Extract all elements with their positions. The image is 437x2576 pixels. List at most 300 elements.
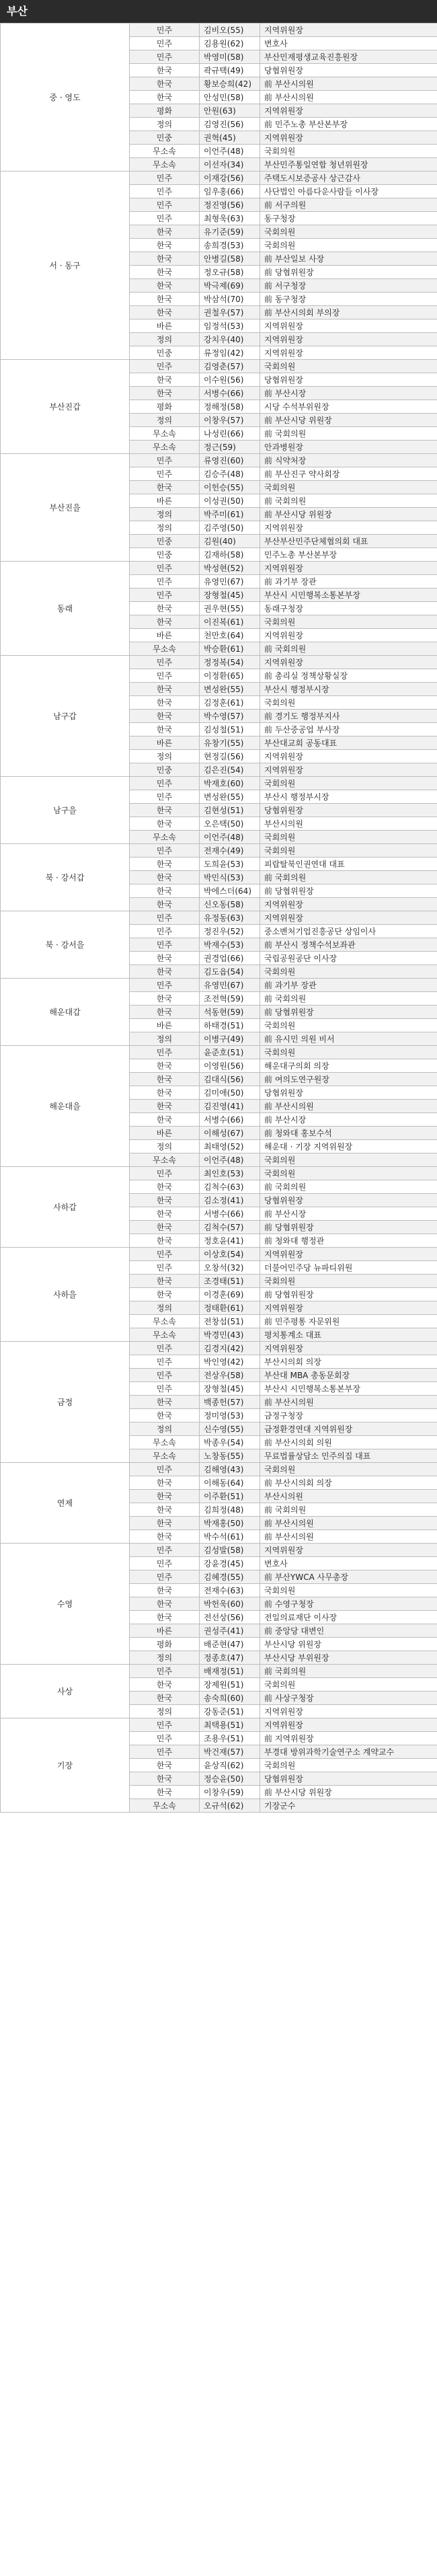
candidate-name-cell: 이창우(59) [200,1786,260,1799]
party-cell: 무소속 [130,1153,200,1167]
party-cell: 한국 [130,1584,200,1597]
candidate-name-cell: 박승환(61) [200,642,260,656]
career-cell: 당협위원장 [260,1194,437,1207]
party-cell: 민주 [130,1046,200,1059]
candidate-name-cell: 정승윤(50) [200,1772,260,1786]
candidate-name-cell: 이창우(57) [200,414,260,427]
candidate-name-cell: 조전혁(59) [200,992,260,1006]
party-cell: 정의 [130,508,200,521]
candidate-name-cell: 변성완(55) [200,683,260,696]
party-cell: 민주 [130,1369,200,1382]
career-cell: 지역위원장 [260,1544,437,1557]
party-cell: 한국 [130,1678,200,1692]
career-cell: 前 부산시당 위원장 [260,1786,437,1799]
district-name: 남구갑 [1,656,130,777]
career-cell: 前 식약처장 [260,454,437,467]
candidate-name-cell: 김성철(51) [200,723,260,736]
career-cell: 前 지역위원장 [260,1732,437,1745]
career-cell: 前 부산YWCA 사무총장 [260,1570,437,1584]
party-cell: 한국 [130,1275,200,1288]
candidate-name-cell: 장제원(51) [200,1678,260,1692]
party-cell: 한국 [130,884,200,898]
candidate-name-cell: 송숙희(60) [200,1692,260,1705]
career-cell: 무료법률상담소 민주의집 대표 [260,1449,437,1463]
career-cell: 변호사 [260,1557,437,1570]
party-cell: 민주 [130,979,200,992]
candidate-name-cell: 김성발(58) [200,1544,260,1557]
candidate-name-cell: 유기준(59) [200,225,260,239]
candidate-name-cell: 김척수(57) [200,1221,260,1234]
career-cell: 국회의원 [260,696,437,710]
party-cell: 민주 [130,1570,200,1584]
candidate-name-cell: 박극제(69) [200,279,260,293]
party-cell: 민주 [130,24,200,37]
table-row [1,844,437,858]
district-name: 해운대갑 [1,979,130,1046]
party-cell: 바른 [130,1127,200,1140]
career-cell: 前 민주노총 부산본부장 [260,118,437,131]
district-name: 기장 [1,1718,130,1813]
candidate-name-cell: 이병구(49) [200,1032,260,1046]
party-cell: 한국 [130,225,200,239]
candidate-name-cell: 박삼석(70) [200,293,260,306]
career-cell: 부산시의원 [260,817,437,831]
candidate-name-cell: 석동현(59) [200,1006,260,1019]
candidate-name-cell: 장형철(45) [200,1382,260,1396]
party-cell: 정의 [130,1032,200,1046]
candidate-name-cell: 김척수(63) [200,1180,260,1194]
career-cell: 지역위원장 [260,521,437,535]
candidate-name-cell: 이헌승(55) [200,481,260,494]
candidate-name-cell: 이언주(48) [200,145,260,158]
candidate-name-cell: 조용우(51) [200,1732,260,1745]
candidate-name-cell: 최인호(53) [200,1167,260,1180]
candidate-name-cell: 김대식(56) [200,1073,260,1086]
table-row [1,1665,437,1678]
district-name: 사상 [1,1665,130,1718]
table-row [1,656,437,669]
career-cell: 前 당협위원장 [260,1006,437,1019]
career-cell: 국립공원공단 이사장 [260,952,437,965]
candidate-name-cell: 박수영(57) [200,710,260,723]
party-cell: 한국 [130,1073,200,1086]
career-cell: 동래구청장 [260,602,437,615]
career-cell: 국회의원 [260,1275,437,1288]
career-cell: 국회의원 [260,777,437,790]
candidate-name-cell: 김혜경(55) [200,1570,260,1584]
candidate-name-cell: 정호윤(41) [200,1234,260,1248]
candidate-name-cell: 서병수(66) [200,387,260,400]
candidate-name-cell: 임정석(53) [200,319,260,333]
party-cell: 민주 [130,50,200,64]
candidate-name-cell: 변성완(55) [200,790,260,804]
candidate-name-cell: 박민식(53) [200,871,260,884]
party-cell: 한국 [130,1692,200,1705]
career-cell: 주택도시보증공사 상근감사 [260,172,437,185]
party-cell: 무소속 [130,831,200,844]
career-cell: 前 중앙당 대변인 [260,1624,437,1638]
career-cell: 前 부산시의원 [260,91,437,104]
candidate-name-cell: 조경태(51) [200,1275,260,1288]
party-cell: 민중 [130,535,200,548]
career-cell: 부산시 행정부시장 [260,790,437,804]
career-cell: 기장군수 [260,1799,437,1813]
career-cell: 부산부산민주단체협의회 대표 [260,535,437,548]
candidate-name-cell: 나성린(66) [200,427,260,441]
party-cell: 민주 [130,212,200,225]
district-name: 부산진을 [1,454,130,562]
career-cell: 지역위원장 [260,1718,437,1732]
party-cell: 한국 [130,306,200,319]
career-cell: 前 두산중공업 부사장 [260,723,437,736]
party-cell: 평화 [130,1638,200,1651]
candidate-name-cell: 전상우(58) [200,1369,260,1382]
district-name: 사하갑 [1,1167,130,1248]
candidate-name-cell: 이영원(56) [200,1059,260,1073]
party-cell: 한국 [130,1597,200,1611]
career-cell: 前 부산시의원 [260,1100,437,1113]
career-cell: 前 부산시의원 [260,77,437,91]
candidate-name-cell: 이해성(67) [200,1127,260,1140]
career-cell: 부산시 시민행복소통본부장 [260,589,437,602]
party-cell: 바른 [130,319,200,333]
career-cell: 前 국회의원 [260,1665,437,1678]
district-name: 부산진갑 [1,360,130,454]
party-cell: 민주 [130,185,200,198]
party-cell: 정의 [130,1651,200,1665]
party-cell: 한국 [130,266,200,279]
career-cell: 당협위원장 [260,1086,437,1100]
party-cell: 민중 [130,346,200,360]
party-cell: 한국 [130,1194,200,1207]
career-cell: 지역위원장 [260,1301,437,1315]
district-name: 수영 [1,1544,130,1665]
party-cell: 정의 [130,750,200,763]
career-cell: 부산시 시민행복소통본부장 [260,1382,437,1396]
candidate-name-cell: 신오동(58) [200,898,260,911]
party-cell: 민주 [130,360,200,373]
party-cell: 한국 [130,64,200,77]
party-cell: 한국 [130,1476,200,1490]
party-cell: 민주 [130,925,200,938]
table-row [1,172,437,185]
career-cell: 부경대 방위과학기술연구소 계약교수 [260,1745,437,1759]
district-name: 중 · 영도 [1,24,130,172]
career-cell: 前 총리실 정책상황실장 [260,669,437,683]
candidate-name-cell: 곽규택(49) [200,64,260,77]
party-cell: 한국 [130,77,200,91]
candidate-name-cell: 전재수(49) [200,844,260,858]
career-cell: 前 국회의원 [260,992,437,1006]
career-cell: 국회의원 [260,1678,437,1692]
career-cell: 前 여의도연구원장 [260,1073,437,1086]
table-row [1,360,437,373]
candidate-name-cell: 박재수(53) [200,938,260,952]
career-cell: 당협위원장 [260,64,437,77]
party-cell: 민주 [130,777,200,790]
party-cell: 한국 [130,91,200,104]
party-cell: 한국 [130,1100,200,1113]
career-cell: 前 당협위원장 [260,884,437,898]
party-cell: 한국 [130,1490,200,1503]
candidate-table [0,23,437,1813]
career-cell: 지역위원장 [260,1342,437,1355]
candidate-name-cell: 전창섭(51) [200,1315,260,1328]
party-cell: 무소속 [130,441,200,454]
party-cell: 한국 [130,1772,200,1786]
party-cell: 정의 [130,521,200,535]
candidate-name-cell: 안성민(58) [200,91,260,104]
party-cell: 한국 [130,1409,200,1423]
career-cell: 前 당협위원장 [260,266,437,279]
district-name: 동래 [1,562,130,656]
party-cell: 평화 [130,104,200,118]
candidate-name-cell: 권성주(41) [200,1624,260,1638]
party-cell: 정의 [130,1423,200,1436]
candidate-name-cell: 정미영(53) [200,1409,260,1423]
career-cell: 지역위원장 [260,898,437,911]
career-cell: 前 청와대 홍보수석 [260,1127,437,1140]
candidate-name-cell: 박헌욱(60) [200,1597,260,1611]
party-cell: 민중 [130,763,200,777]
candidate-name-cell: 박주미(61) [200,508,260,521]
party-cell: 민주 [130,1557,200,1570]
party-cell: 민주 [130,172,200,185]
party-cell: 바른 [130,1019,200,1032]
candidate-name-cell: 최형욱(63) [200,212,260,225]
career-cell: 前 국회의원 [260,494,437,508]
candidate-name-cell: 박영미(58) [200,50,260,64]
candidate-name-cell: 이주환(51) [200,1490,260,1503]
career-cell: 前 국회의원 [260,642,437,656]
party-cell: 민주 [130,1718,200,1732]
party-cell: 한국 [130,723,200,736]
party-cell: 무소속 [130,158,200,172]
table-row [1,1248,437,1261]
candidate-name-cell: 배준현(47) [200,1638,260,1651]
career-cell: 민주노총 부산본부장 [260,548,437,562]
party-cell: 무소속 [130,427,200,441]
candidate-name-cell: 강윤경(45) [200,1557,260,1570]
career-cell: 前 민주평통 자문위원 [260,1315,437,1328]
career-cell: 국회의원 [260,1167,437,1180]
party-cell: 무소속 [130,145,200,158]
career-cell: 국회의원 [260,844,437,858]
career-cell: 금정환경연대 지역위원장 [260,1423,437,1436]
candidate-name-cell: 오은택(50) [200,817,260,831]
career-cell: 부산대 MBA 총동문회장 [260,1369,437,1382]
candidate-name-cell: 이재강(56) [200,172,260,185]
party-cell: 한국 [130,481,200,494]
career-cell: 前 서구청장 [260,279,437,293]
candidate-name-cell: 이언주(48) [200,1153,260,1167]
party-cell: 한국 [130,1517,200,1530]
party-cell: 한국 [130,252,200,266]
career-cell: 부산시의회 의장 [260,1355,437,1369]
career-cell: 지역위원장 [260,333,437,346]
career-cell: 국회의원 [260,481,437,494]
career-cell: 前 당협위원장 [260,1221,437,1234]
candidate-name-cell: 김현성(51) [200,804,260,817]
candidate-name-cell: 권혁(45) [200,131,260,145]
party-cell: 정의 [130,1705,200,1718]
candidate-name-cell: 박성현(52) [200,562,260,575]
candidate-name-cell: 현정길(56) [200,750,260,763]
party-cell: 한국 [130,1207,200,1221]
candidate-name-cell: 김정훈(61) [200,696,260,710]
candidate-name-cell: 이언주(48) [200,831,260,844]
district-name: 남구을 [1,777,130,844]
candidate-name-cell: 천만호(64) [200,629,260,642]
career-cell: 당협위원장 [260,373,437,387]
party-cell: 한국 [130,710,200,723]
candidate-name-cell: 백종헌(57) [200,1396,260,1409]
career-cell: 국회의원 [260,225,437,239]
candidate-name-cell: 권경업(66) [200,952,260,965]
table-row [1,777,437,790]
party-cell: 민주 [130,1167,200,1180]
candidate-name-cell: 이선자(34) [200,158,260,172]
career-cell: 시당 수석부위원장 [260,400,437,414]
career-cell: 지역위원장 [260,104,437,118]
candidate-name-cell: 유창기(55) [200,736,260,750]
party-cell: 정의 [130,118,200,131]
candidate-name-cell: 박경민(43) [200,1328,260,1342]
career-cell: 국회의원 [260,239,437,252]
party-cell: 민주 [130,454,200,467]
table-row [1,1342,437,1355]
career-cell: 국회의원 [260,1153,437,1167]
career-cell: 前 부산시의회 의원 [260,1436,437,1449]
candidate-name-cell: 안원(63) [200,104,260,118]
career-cell: 지역위원장 [260,629,437,642]
candidate-name-cell: 강동준(51) [200,1705,260,1718]
table-row [1,1046,437,1059]
candidate-name-cell: 김영춘(57) [200,360,260,373]
party-cell: 한국 [130,871,200,884]
career-cell: 前 부산진구 약사회장 [260,467,437,481]
table-row [1,1718,437,1732]
party-cell: 한국 [130,373,200,387]
party-cell: 한국 [130,804,200,817]
party-cell: 한국 [130,1396,200,1409]
career-cell: 평치통계소 대표 [260,1328,437,1342]
career-cell: 금정구청장 [260,1409,437,1423]
career-cell: 前 부산시장 [260,1207,437,1221]
party-cell: 민중 [130,131,200,145]
candidate-name-cell: 이정환(65) [200,669,260,683]
career-cell: 해운대구의회 의장 [260,1059,437,1073]
district-name: 해운대을 [1,1046,130,1167]
career-cell: 더불어민주당 뉴파티위원 [260,1261,437,1275]
career-cell: 前 과기부 장관 [260,575,437,589]
career-cell: 前 국회의원 [260,1503,437,1517]
candidate-name-cell: 권철우(57) [200,306,260,319]
party-cell: 한국 [130,992,200,1006]
party-cell: 민주 [130,669,200,683]
candidate-name-cell: 이해동(64) [200,1476,260,1490]
party-cell: 한국 [130,1113,200,1127]
career-cell: 지역위원장 [260,562,437,575]
party-cell: 한국 [130,1759,200,1772]
party-cell: 한국 [130,1234,200,1248]
party-cell: 민주 [130,790,200,804]
party-cell: 한국 [130,683,200,696]
district-name: 북 · 강서갑 [1,844,130,911]
candidate-name-cell: 전재수(63) [200,1584,260,1597]
career-cell: 변호사 [260,37,437,50]
candidate-name-cell: 김용원(62) [200,37,260,50]
party-cell: 한국 [130,898,200,911]
career-cell: 지역위원장 [260,911,437,925]
career-cell: 지역위원장 [260,24,437,37]
career-cell: 전일의료재단 이사장 [260,1611,437,1624]
party-cell: 한국 [130,279,200,293]
career-cell: 당협위원장 [260,1772,437,1786]
party-cell: 한국 [130,1059,200,1073]
candidate-name-cell: 안병길(58) [200,252,260,266]
candidate-name-cell: 송희경(53) [200,239,260,252]
career-cell: 지역위원장 [260,131,437,145]
career-cell: 前 사상구청장 [260,1692,437,1705]
party-cell: 민주 [130,198,200,212]
candidate-name-cell: 김진영(41) [200,1100,260,1113]
career-cell: 前 청와대 행정관 [260,1234,437,1248]
career-cell: 前 수영구청장 [260,1597,437,1611]
candidate-name-cell: 유영민(67) [200,575,260,589]
candidate-name-cell: 박종우(54) [200,1436,260,1449]
career-cell: 前 유시민 의원 비서 [260,1032,437,1046]
career-cell: 국회의원 [260,1046,437,1059]
candidate-name-cell: 김은진(54) [200,763,260,777]
career-cell: 지역위원장 [260,763,437,777]
candidate-name-cell: 서병수(66) [200,1207,260,1221]
party-cell: 한국 [130,615,200,629]
candidate-name-cell: 김원(40) [200,535,260,548]
party-cell: 바른 [130,629,200,642]
career-cell: 국회의원 [260,1759,437,1772]
party-cell: 민주 [130,589,200,602]
party-cell: 민주 [130,1544,200,1557]
table-row [1,1544,437,1557]
career-cell: 지역위원장 [260,319,437,333]
career-cell: 부산시의원 [260,1490,437,1503]
candidate-name-cell: 김승주(48) [200,467,260,481]
party-cell: 한국 [130,858,200,871]
party-cell: 한국 [130,1221,200,1234]
party-cell: 무소속 [130,1328,200,1342]
candidate-name-cell: 유정동(63) [200,911,260,925]
career-cell: 前 부산시당 위원장 [260,414,437,427]
candidate-name-cell: 김경지(42) [200,1342,260,1355]
career-cell: 前 부산시의회 부의장 [260,306,437,319]
career-cell: 부산시 행정부시장 [260,683,437,696]
candidate-name-cell: 박재호(60) [200,777,260,790]
party-cell: 한국 [130,965,200,979]
party-cell: 평화 [130,400,200,414]
candidate-name-cell: 박재홍(50) [200,1517,260,1530]
career-cell: 前 서구의원 [260,198,437,212]
party-cell: 민중 [130,548,200,562]
candidate-name-cell: 이진복(61) [200,615,260,629]
candidate-name-cell: 정오규(58) [200,266,260,279]
district-name: 금정 [1,1342,130,1463]
candidate-name-cell: 유영민(67) [200,979,260,992]
career-cell: 前 동구청장 [260,293,437,306]
career-cell: 前 국회의원 [260,871,437,884]
career-cell: 前 부산시장 [260,387,437,400]
candidate-name-cell: 박에스더(64) [200,884,260,898]
